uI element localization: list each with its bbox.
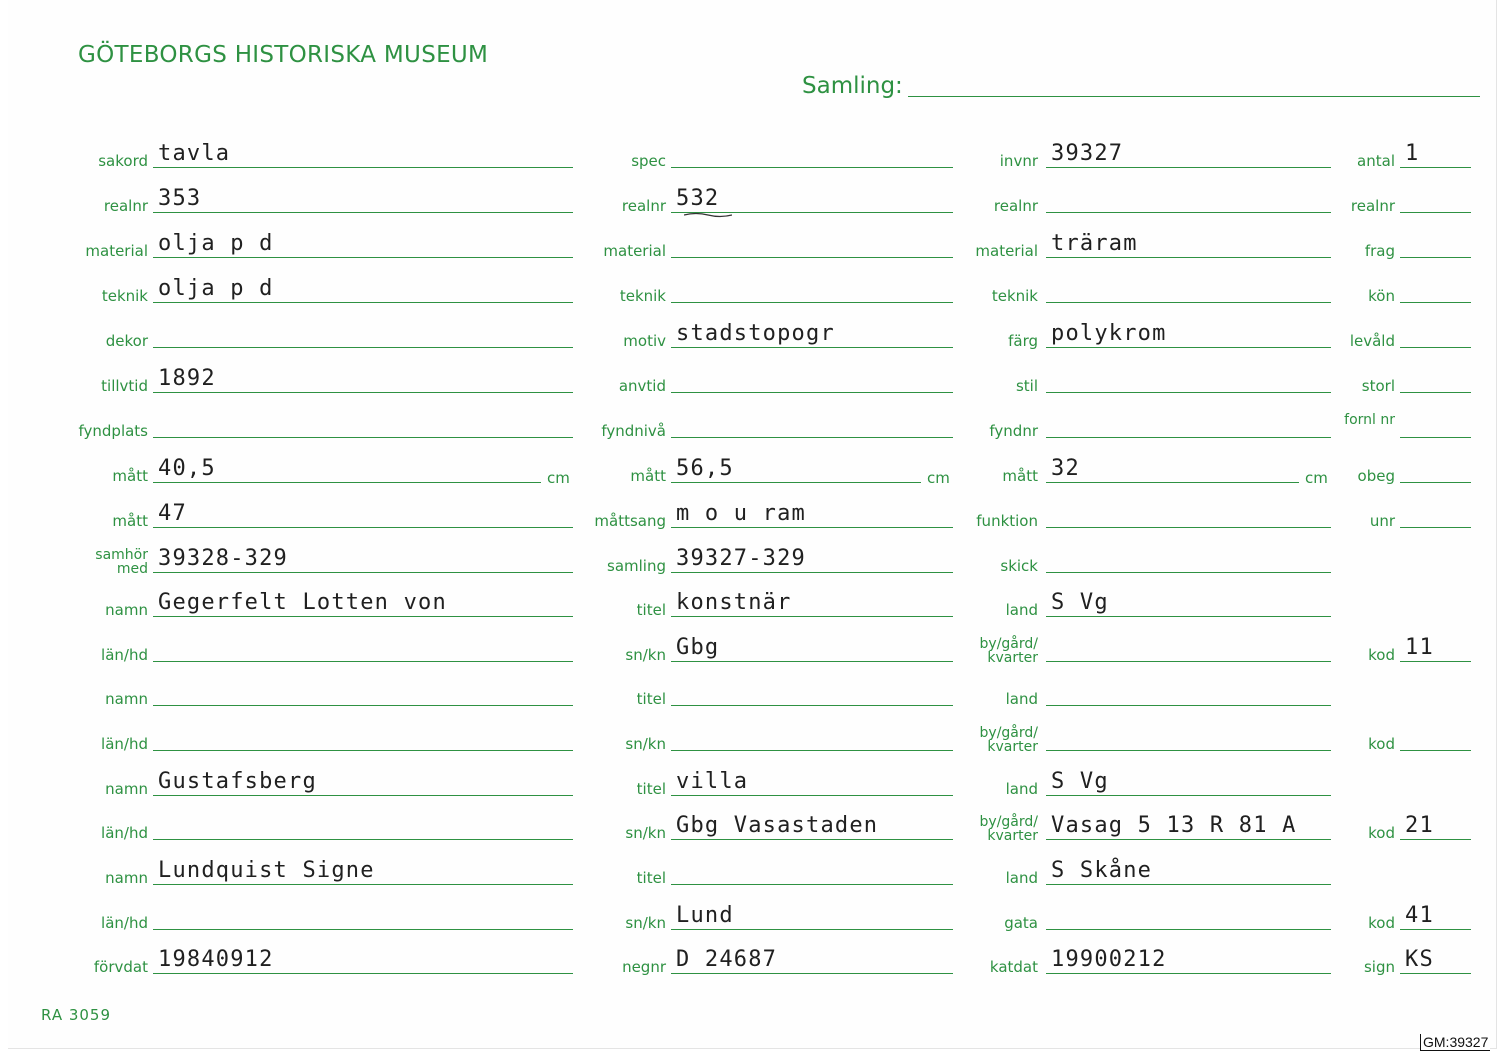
form-code: RA 3059 [41,1006,112,1024]
field-value: 39328-329 [158,546,289,571]
field-label: antal [1357,152,1395,170]
field-value: 56,5 [676,456,734,481]
field-line[interactable] [671,884,953,885]
field-line[interactable] [153,705,573,706]
field-label: kod [1368,646,1395,664]
field-value: S Vg [1051,590,1109,615]
field-line[interactable] [153,302,573,303]
field-label: negnr [622,958,666,976]
field-line[interactable] [1046,616,1331,617]
field-label: namn [105,780,148,798]
field-line[interactable] [153,212,573,213]
field-line[interactable] [1400,212,1471,213]
field-value: 353 [158,186,202,211]
field-line[interactable] [671,527,953,528]
field-label: län/hd [101,646,148,664]
field-value: 532 [676,186,720,211]
field-value: Vasag 5 13 R 81 A [1051,813,1297,838]
field-label: titel [636,780,666,798]
field-label: teknik [991,287,1038,305]
field-value: Gustafsberg [158,769,317,794]
field-label: kön [1368,287,1395,305]
field-line[interactable] [153,661,573,662]
field-value: 39327 [1051,141,1124,166]
field-line[interactable] [671,929,953,930]
field-line[interactable] [1046,839,1331,840]
field-label: realnr [621,197,666,215]
field-line[interactable] [153,257,573,258]
field-line[interactable] [1046,302,1331,303]
field-line[interactable] [153,527,573,528]
field-line[interactable] [1400,302,1471,303]
field-label: tillvtid [101,377,148,395]
field-value: 11 [1405,635,1434,660]
field-label: mått [1002,467,1038,485]
field-line[interactable] [1400,347,1471,348]
unit-label: cm [1305,469,1328,487]
field-value: träram [1051,231,1138,256]
field-value: m o u ram [676,501,807,526]
field-line[interactable] [1400,167,1471,168]
field-line[interactable] [1400,929,1471,930]
field-line[interactable] [1046,527,1331,528]
field-label: spec [631,152,666,170]
field-label: kod [1368,735,1395,753]
catalog-card [8,0,1497,1049]
field-line[interactable] [671,973,953,974]
field-label: namn [105,869,148,887]
field-label: anvtid [618,377,666,395]
field-line[interactable] [1400,973,1471,974]
field-value: 40,5 [158,456,216,481]
field-value: D 24687 [676,947,778,972]
field-value: S Skåne [1051,858,1153,883]
field-label: unr [1369,512,1395,530]
field-label: land [1005,690,1038,708]
field-value: 32 [1051,456,1080,481]
field-label: sakord [98,152,148,170]
field-label: sn/kn [625,735,666,753]
field-label: sn/kn [625,824,666,842]
field-line[interactable] [671,839,953,840]
field-value: Gbg [676,635,720,660]
field-line[interactable] [1046,437,1331,438]
field-line[interactable] [153,795,573,796]
field-label: förvdat [93,958,148,976]
field-line[interactable] [153,929,573,930]
field-label: sn/kn [625,646,666,664]
field-label: sign [1363,958,1395,976]
field-line[interactable] [671,572,953,573]
field-line[interactable] [671,257,953,258]
field-value: olja p d [158,231,274,256]
museum-title: GÖTEBORGS HISTORISKA MUSEUM [78,42,489,68]
field-line[interactable] [1046,347,1331,348]
field-label: mått [112,512,148,530]
field-line[interactable] [153,616,573,617]
field-label: motiv [623,332,666,350]
field-label: fornl nr [1344,412,1395,428]
pen-underline-mark [684,212,732,218]
field-line[interactable] [671,661,953,662]
field-label: realnr [1350,197,1395,215]
field-line[interactable] [671,347,953,348]
field-line[interactable] [1046,705,1331,706]
field-line[interactable] [1046,167,1331,168]
field-line[interactable] [671,750,953,751]
field-line[interactable] [153,839,573,840]
field-label: land [1005,869,1038,887]
field-line[interactable] [671,302,953,303]
field-label: sn/kn [625,914,666,932]
field-line[interactable] [671,167,953,168]
field-line[interactable] [1046,929,1331,930]
field-line[interactable] [153,167,573,168]
field-label: län/hd [101,735,148,753]
field-line[interactable] [153,750,573,751]
field-label: invnr [999,152,1038,170]
field-label: namn [105,690,148,708]
field-label: mått [112,467,148,485]
field-label: teknik [619,287,666,305]
field-line[interactable] [153,884,573,885]
field-value: Lund [676,903,734,928]
field-value: Gegerfelt Lotten von [158,590,447,615]
field-value: 21 [1405,813,1434,838]
field-line[interactable] [1400,750,1471,751]
field-label: titel [636,869,666,887]
field-label: levåld [1349,332,1395,350]
field-value: olja p d [158,276,274,301]
field-line[interactable] [671,705,953,706]
field-label: fyndplats [78,422,148,440]
field-label: funktion [976,512,1038,530]
field-line[interactable] [1400,527,1471,528]
field-label: samhör med [95,547,148,577]
field-line[interactable] [153,482,541,483]
field-label: teknik [101,287,148,305]
field-line[interactable] [1046,750,1331,751]
field-line[interactable] [1400,482,1471,483]
field-value: S Vg [1051,769,1109,794]
field-label: färg [1008,332,1038,350]
field-value: KS [1405,947,1434,972]
field-label: material [85,242,148,260]
field-value: 1 [1405,141,1420,166]
field-label: katdat [989,958,1038,976]
field-value: stadstopogr [676,321,835,346]
field-value: villa [676,769,749,794]
field-line[interactable] [153,973,573,974]
field-value: 1892 [158,366,216,391]
inventory-stamp: GM:39327 [1420,1034,1490,1051]
field-line[interactable] [1046,392,1331,393]
field-value: Gbg Vasastaden [676,813,879,838]
field-value: 39327-329 [676,546,807,571]
field-line[interactable] [153,347,573,348]
field-label: obeg [1357,467,1395,485]
field-line[interactable] [1400,257,1471,258]
field-label: län/hd [101,824,148,842]
samling-line [908,96,1480,97]
field-line[interactable] [671,795,953,796]
samling-label: Samling: [802,73,903,99]
field-line[interactable] [1046,482,1299,483]
field-label: samling [607,557,666,575]
field-line[interactable] [1046,257,1331,258]
field-label: fyndnr [989,422,1038,440]
field-label: by/gård/ kvarter [979,725,1038,755]
field-label: dekor [105,332,148,350]
field-line[interactable] [1046,661,1331,662]
field-line[interactable] [1400,661,1471,662]
field-label: land [1005,780,1038,798]
field-label: titel [636,690,666,708]
field-line[interactable] [1400,437,1471,438]
field-line[interactable] [1046,212,1331,213]
field-line[interactable] [1046,884,1331,885]
field-label: material [603,242,666,260]
field-line[interactable] [1046,795,1331,796]
unit-label: cm [547,469,570,487]
field-label: mått [630,467,666,485]
field-line[interactable] [671,482,921,483]
field-line[interactable] [153,392,573,393]
field-label: realnr [993,197,1038,215]
field-label: kod [1368,824,1395,842]
field-label: kod [1368,914,1395,932]
field-line[interactable] [1400,392,1471,393]
field-value: 47 [158,501,187,526]
field-value: polykrom [1051,321,1167,346]
field-value: konstnär [676,590,792,615]
field-label: titel [636,601,666,619]
field-line[interactable] [1046,572,1331,573]
field-value: 19840912 [158,947,274,972]
field-label: län/hd [101,914,148,932]
field-label: by/gård/ kvarter [979,636,1038,666]
field-label: måttsang [594,512,666,530]
field-value: Lundquist Signe [158,858,375,883]
field-label: stil [1015,377,1038,395]
field-line[interactable] [153,572,573,573]
field-line[interactable] [671,616,953,617]
field-label: fyndnivå [601,422,666,440]
field-label: gata [1004,914,1038,932]
field-label: land [1005,601,1038,619]
field-label: skick [1000,557,1038,575]
field-label: storl [1361,377,1395,395]
field-line[interactable] [1400,839,1471,840]
field-line[interactable] [1046,973,1331,974]
field-label: namn [105,601,148,619]
field-line[interactable] [671,437,953,438]
field-label: frag [1364,242,1395,260]
unit-label: cm [927,469,950,487]
field-value: tavla [158,141,231,166]
field-label: material [975,242,1038,260]
field-label: by/gård/ kvarter [979,814,1038,844]
field-label: realnr [103,197,148,215]
field-value: 19900212 [1051,947,1167,972]
field-value: 41 [1405,903,1434,928]
field-line[interactable] [153,437,573,438]
field-line[interactable] [671,392,953,393]
